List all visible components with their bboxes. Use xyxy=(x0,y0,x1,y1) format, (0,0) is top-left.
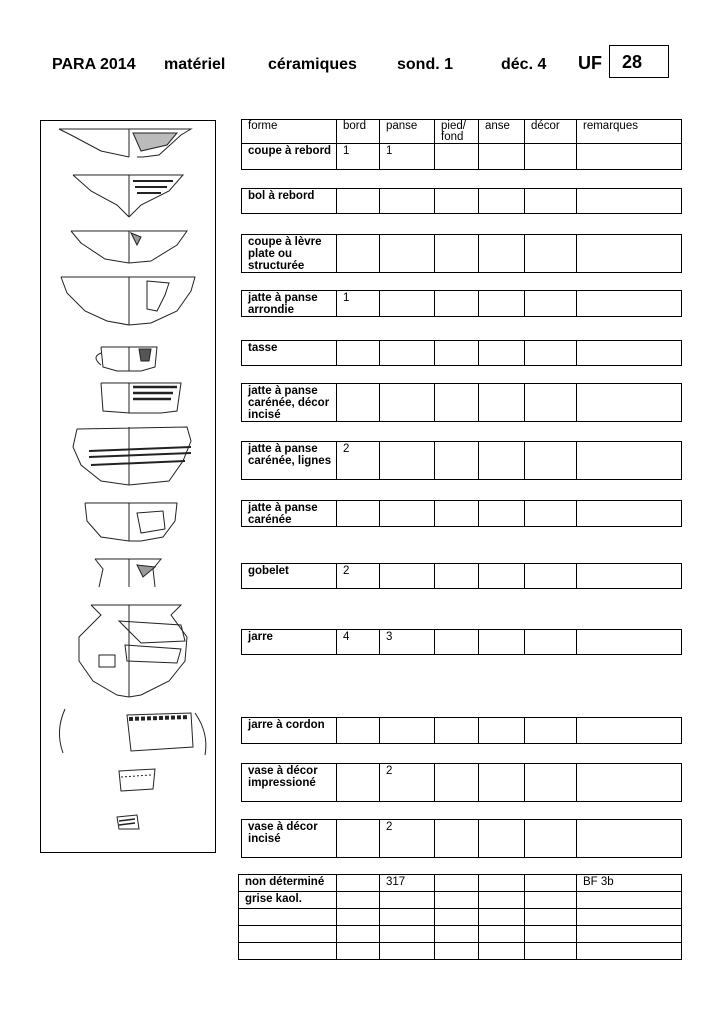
row-remarques xyxy=(577,235,682,273)
row-anse xyxy=(479,909,525,926)
row-remarques xyxy=(577,341,682,366)
row-forme: jatte à panse carénée, décor incisé xyxy=(242,384,337,422)
row-forme: jatte à panse carénée, lignes xyxy=(242,442,337,480)
row-anse xyxy=(479,384,525,422)
table-row-coupe-levre xyxy=(241,234,682,273)
row-pied xyxy=(435,341,479,366)
column-header-row xyxy=(242,120,682,144)
row-anse xyxy=(479,291,525,317)
drawing-jatte-carenee-decor-incise xyxy=(101,383,181,413)
header-sondage: sond. 1 xyxy=(397,56,454,73)
row-panse: 317 xyxy=(380,875,435,892)
table-row-jatte-arrondie xyxy=(241,290,682,317)
row-anse xyxy=(479,442,525,480)
row-remarques xyxy=(577,501,682,527)
table-row xyxy=(242,144,682,170)
row-bord xyxy=(337,235,380,273)
row-remarques xyxy=(577,291,682,317)
header-decapage: déc. 4 xyxy=(501,56,547,73)
table-row xyxy=(242,189,682,214)
row-bord xyxy=(337,384,380,422)
row-decor xyxy=(525,926,577,943)
row-bord xyxy=(337,926,380,943)
row-bord: 2 xyxy=(337,564,380,589)
row-bord: 4 xyxy=(337,630,380,655)
header-material: céramiques xyxy=(268,56,357,73)
row-forme: jatte à panse arrondie xyxy=(242,291,337,317)
row-decor xyxy=(525,564,577,589)
row-forme: coupe à rebord xyxy=(242,144,337,170)
header-uf-label: UF xyxy=(578,53,602,73)
row-decor xyxy=(525,764,577,802)
row-bord xyxy=(337,943,380,960)
row-forme: coupe à lèvre plate ou structurée xyxy=(242,235,337,273)
row-anse xyxy=(479,189,525,214)
row-bord: 1 xyxy=(337,144,380,170)
row-pied xyxy=(435,764,479,802)
row-forme: vase à décor incisé xyxy=(242,820,337,858)
drawing-bol-a-rebord xyxy=(73,175,183,217)
row-panse xyxy=(380,384,435,422)
row-panse xyxy=(380,926,435,943)
row-decor xyxy=(525,341,577,366)
row-decor xyxy=(525,630,577,655)
row-forme: grise kaol. xyxy=(239,892,337,909)
row-pied xyxy=(435,892,479,909)
col-remarques: remarques xyxy=(577,120,682,144)
row-forme xyxy=(239,909,337,926)
row-panse xyxy=(380,718,435,744)
row-bord: 1 xyxy=(337,291,380,317)
row-remarques: BF 3b xyxy=(577,875,682,892)
row-pied xyxy=(435,943,479,960)
table-row xyxy=(242,630,682,655)
table-bottom-block xyxy=(238,874,682,960)
row-panse: 2 xyxy=(380,764,435,802)
row-panse xyxy=(380,943,435,960)
row-bord xyxy=(337,501,380,527)
table-row xyxy=(242,501,682,527)
pottery-drawings-panel xyxy=(40,120,216,853)
row-decor xyxy=(525,909,577,926)
col-pied-fond: pied/ fond xyxy=(435,120,479,144)
row-anse xyxy=(479,718,525,744)
row-panse xyxy=(380,189,435,214)
drawing-gobelet xyxy=(95,559,161,587)
row-pied xyxy=(435,926,479,943)
table-row xyxy=(242,564,682,589)
row-decor xyxy=(525,875,577,892)
table-row xyxy=(242,764,682,802)
row-forme: vase à décor impressioné xyxy=(242,764,337,802)
row-panse xyxy=(380,235,435,273)
row-pied xyxy=(435,144,479,170)
row-remarques xyxy=(577,384,682,422)
row-bord xyxy=(337,341,380,366)
row-decor xyxy=(525,501,577,527)
table-row xyxy=(239,892,682,909)
row-decor xyxy=(525,384,577,422)
row-decor xyxy=(525,943,577,960)
row-remarques xyxy=(577,820,682,858)
drawing-coupe-levre-plate xyxy=(71,231,187,263)
row-remarques xyxy=(577,564,682,589)
row-pied xyxy=(435,189,479,214)
col-decor: décor xyxy=(525,120,577,144)
row-panse: 2 xyxy=(380,820,435,858)
table-row-jatte-carenee-incise xyxy=(241,383,682,422)
row-anse xyxy=(479,564,525,589)
row-forme: tasse xyxy=(242,341,337,366)
row-forme: gobelet xyxy=(242,564,337,589)
col-forme: forme xyxy=(242,120,337,144)
row-decor xyxy=(525,718,577,744)
uf-value-box: 28 xyxy=(609,45,669,78)
row-bord xyxy=(337,820,380,858)
drawing-tasse xyxy=(96,347,157,371)
row-forme: bol à rebord xyxy=(242,189,337,214)
row-bord xyxy=(337,909,380,926)
row-pied xyxy=(435,909,479,926)
row-bord xyxy=(337,875,380,892)
row-decor xyxy=(525,144,577,170)
row-panse xyxy=(380,291,435,317)
table-row xyxy=(239,943,682,960)
row-remarques xyxy=(577,909,682,926)
row-panse xyxy=(380,442,435,480)
row-pied xyxy=(435,235,479,273)
row-remarques xyxy=(577,630,682,655)
pottery-profile-drawings-icon xyxy=(41,121,217,854)
row-panse xyxy=(380,892,435,909)
table-row xyxy=(242,820,682,858)
row-panse xyxy=(380,341,435,366)
drawing-jatte-panse-arrondie xyxy=(61,277,195,325)
drawing-jarre-a-cordon xyxy=(59,709,205,755)
header-project: PARA 2014 xyxy=(52,56,136,73)
row-decor xyxy=(525,189,577,214)
row-remarques xyxy=(577,189,682,214)
table-row-jarre-cordon xyxy=(241,717,682,744)
row-bord xyxy=(337,764,380,802)
drawing-jatte-carenee xyxy=(85,503,177,541)
row-pied xyxy=(435,564,479,589)
row-decor xyxy=(525,442,577,480)
row-pied xyxy=(435,630,479,655)
row-anse xyxy=(479,235,525,273)
row-pied xyxy=(435,820,479,858)
table-row-vase-incise xyxy=(241,819,682,858)
row-decor xyxy=(525,892,577,909)
row-bord: 2 xyxy=(337,442,380,480)
row-bord xyxy=(337,892,380,909)
row-remarques xyxy=(577,764,682,802)
row-bord xyxy=(337,189,380,214)
row-panse xyxy=(380,909,435,926)
col-anse: anse xyxy=(479,120,525,144)
row-anse xyxy=(479,943,525,960)
row-remarques xyxy=(577,442,682,480)
table-row xyxy=(242,442,682,480)
row-decor xyxy=(525,820,577,858)
table-header-and-coupe xyxy=(241,119,682,170)
row-anse xyxy=(479,501,525,527)
row-anse xyxy=(479,630,525,655)
row-panse: 1 xyxy=(380,144,435,170)
row-forme xyxy=(239,926,337,943)
row-pied xyxy=(435,501,479,527)
row-pied xyxy=(435,442,479,480)
row-forme: jarre à cordon xyxy=(242,718,337,744)
row-anse xyxy=(479,820,525,858)
table-row-gobelet xyxy=(241,563,682,589)
row-anse xyxy=(479,341,525,366)
drawing-coupe-a-rebord xyxy=(59,129,191,157)
drawing-jarre xyxy=(79,605,187,697)
col-bord: bord xyxy=(337,120,380,144)
table-row-jarre xyxy=(241,629,682,655)
table-row-vase-impressione xyxy=(241,763,682,802)
row-pied xyxy=(435,718,479,744)
row-anse xyxy=(479,875,525,892)
table-row xyxy=(239,909,682,926)
table-row xyxy=(242,718,682,744)
row-remarques xyxy=(577,892,682,909)
drawing-jatte-carenee-lignes xyxy=(73,427,191,485)
table-row xyxy=(242,341,682,366)
row-decor xyxy=(525,291,577,317)
row-anse xyxy=(479,144,525,170)
row-pied xyxy=(435,384,479,422)
table-row-tasse xyxy=(241,340,682,366)
row-remarques xyxy=(577,144,682,170)
table-row xyxy=(242,291,682,317)
table-row-jatte-carenee-lignes xyxy=(241,441,682,480)
row-bord xyxy=(337,718,380,744)
table-row xyxy=(242,384,682,422)
row-remarques xyxy=(577,943,682,960)
row-remarques xyxy=(577,718,682,744)
row-anse xyxy=(479,926,525,943)
row-forme: jatte à panse carénée xyxy=(242,501,337,527)
table-row xyxy=(239,875,682,892)
row-panse: 3 xyxy=(380,630,435,655)
row-anse xyxy=(479,764,525,802)
drawing-vase-decor-incise xyxy=(117,815,139,829)
row-remarques xyxy=(577,926,682,943)
row-panse xyxy=(380,564,435,589)
table-row xyxy=(239,926,682,943)
row-forme xyxy=(239,943,337,960)
row-decor xyxy=(525,235,577,273)
table-row-jatte-carenee xyxy=(241,500,682,527)
row-anse xyxy=(479,892,525,909)
row-forme: jarre xyxy=(242,630,337,655)
row-forme: non déterminé xyxy=(239,875,337,892)
row-pied xyxy=(435,291,479,317)
header-category: matériel xyxy=(164,56,226,73)
table-row xyxy=(242,235,682,273)
row-pied xyxy=(435,875,479,892)
drawing-vase-decor-impressione xyxy=(119,769,155,791)
row-panse xyxy=(380,501,435,527)
table-row-bol xyxy=(241,188,682,214)
col-panse: panse xyxy=(380,120,435,144)
